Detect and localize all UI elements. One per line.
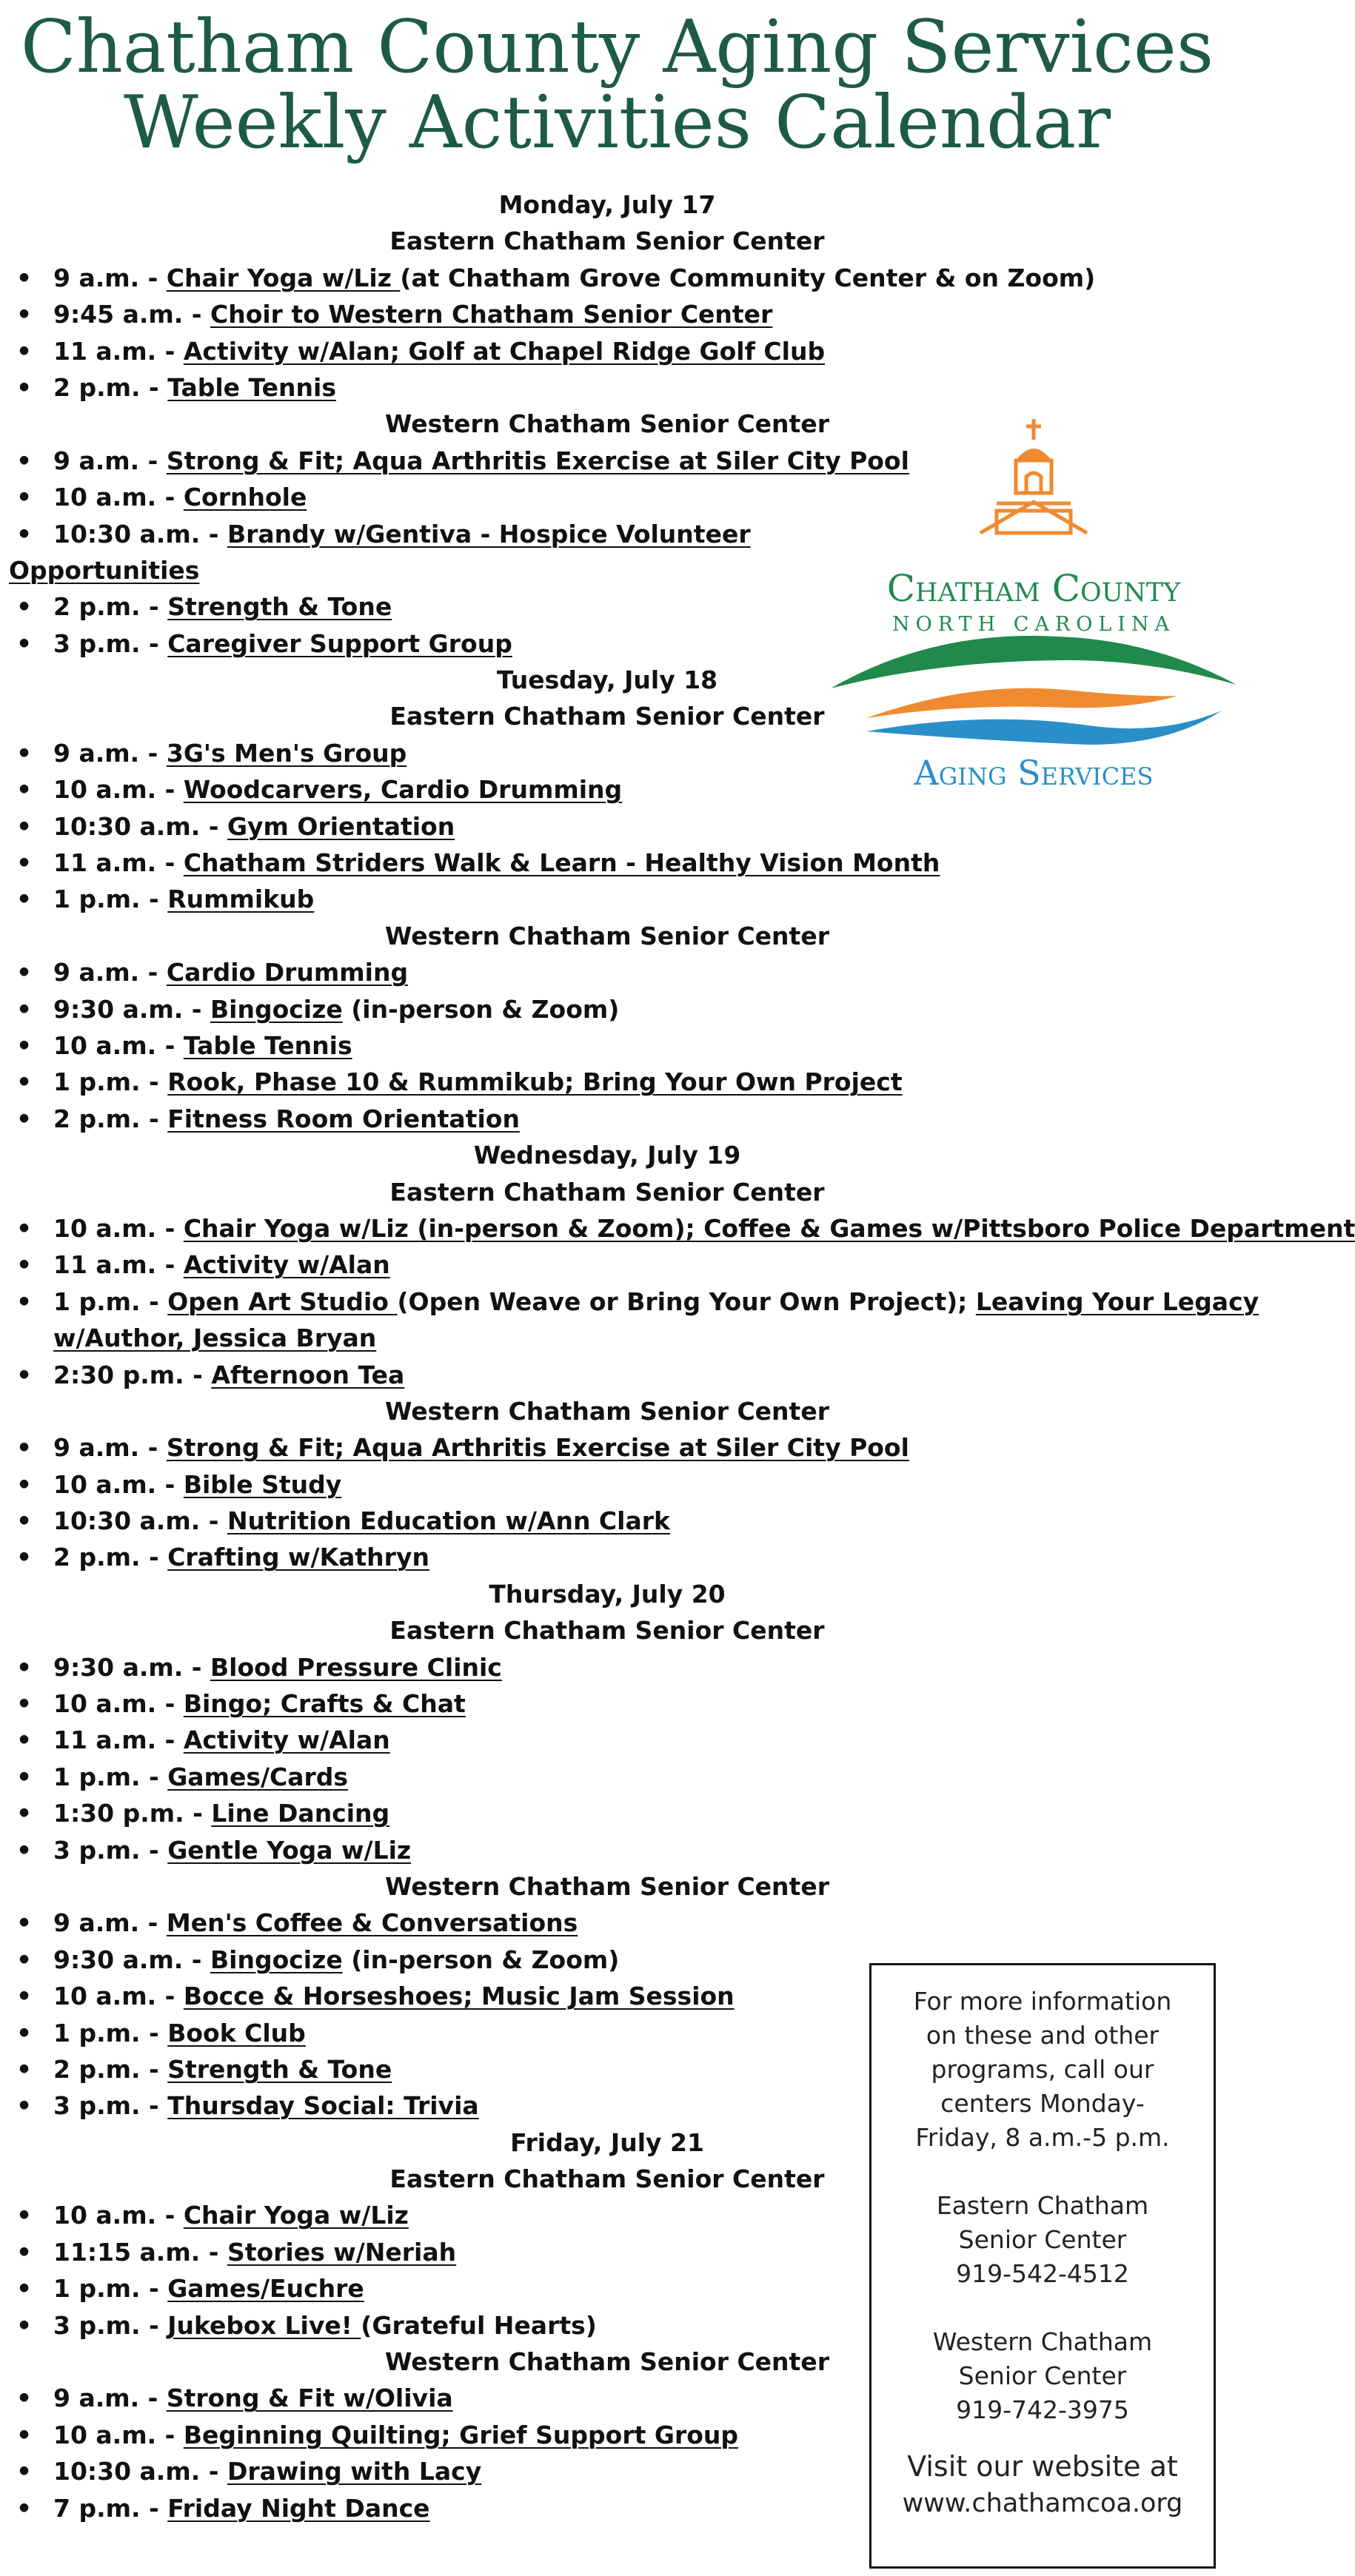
activity-time: 2:30 p.m. -	[53, 1360, 212, 1389]
activity-time: 1 p.m. -	[53, 2018, 168, 2047]
activity-link[interactable]: Games/Cards	[167, 1762, 349, 1791]
activity-time: 11 a.m. -	[53, 1725, 184, 1755]
activity-time: 10 a.m. -	[53, 775, 184, 805]
day-header: Tuesday, July 18	[496, 665, 718, 695]
contact-info-box	[869, 1963, 1216, 2569]
activity-time: 9:30 a.m. -	[53, 994, 210, 1024]
activity-time: 9 a.m. -	[53, 958, 167, 987]
activity-time: 10 a.m. -	[53, 1213, 184, 1243]
info-line: centers Monday-	[940, 2089, 1145, 2118]
activity-time: 9 a.m. -	[53, 1908, 167, 1938]
activity-item	[0, 1247, 1234, 1283]
logo-graphic	[822, 415, 1237, 799]
activity-item	[0, 1101, 1234, 1137]
activity-link[interactable]: Strength & Tone	[167, 592, 392, 622]
info-line: Friday, 8 a.m.-5 p.m.	[915, 2123, 1170, 2152]
activity-time: 2 p.m. -	[53, 1543, 168, 1572]
center-header: Western Chatham Senior Center	[385, 409, 829, 439]
activity-note: (Grateful Hearts)	[361, 2310, 597, 2340]
page-title-line-1: Chatham County Aging Services	[20, 5, 1214, 90]
activity-item	[0, 1210, 1355, 1247]
activity-note: (in-person & Zoom)	[342, 994, 620, 1024]
activity-item	[0, 1759, 1234, 1795]
activity-item	[0, 1905, 1234, 1941]
activity-time: 10:30 a.m. -	[53, 2457, 227, 2486]
activity-item	[0, 954, 1234, 990]
activity-link[interactable]: Choir to Western Chatham Senior Center	[210, 300, 773, 329]
activity-time: 11 a.m. -	[53, 1250, 184, 1280]
activity-item	[0, 1357, 1234, 1393]
activity-time: 3 p.m. -	[53, 1835, 168, 1865]
activity-link[interactable]: Leaving Your Legacy	[975, 1287, 1259, 1316]
activity-time: 10 a.m. -	[53, 483, 184, 512]
activity-note: (Open Weave or Bring Your Own Project);	[397, 1287, 976, 1316]
info-line: Eastern Chatham	[936, 2191, 1149, 2220]
activity-link[interactable]: Woodcarvers, Cardio Drumming	[183, 775, 623, 805]
activity-item	[0, 296, 1234, 332]
activity-time: 1:30 p.m. -	[53, 1799, 212, 1828]
activity-link[interactable]: Blood Pressure Clinic	[210, 1652, 502, 1682]
activity-time: 9 a.m. -	[53, 446, 167, 475]
activity-item	[0, 808, 1234, 845]
activity-time: 10 a.m. -	[53, 2420, 184, 2449]
activity-link[interactable]: Table Tennis	[183, 1030, 352, 1060]
center-header: Eastern Chatham Senior Center	[389, 1616, 825, 1646]
center-header: Eastern Chatham Senior Center	[389, 2164, 825, 2194]
center-header: Eastern Chatham Senior Center	[389, 227, 825, 256]
activity-time: 1 p.m. -	[53, 2274, 168, 2304]
activity-item	[0, 991, 1234, 1027]
activity-item	[0, 333, 1234, 369]
activity-link[interactable]: Beginning Quilting; Grief Support Group	[183, 2420, 738, 2449]
activity-link[interactable]: Crafting w/Kathryn	[167, 1543, 429, 1572]
day-header: Friday, July 21	[510, 2127, 704, 2157]
activity-item	[0, 1649, 1234, 1686]
center-header: Western Chatham Senior Center	[385, 1871, 829, 1901]
activity-time: 2 p.m. -	[53, 2054, 168, 2084]
activity-item	[0, 1429, 1234, 1466]
activity-time: 10 a.m. -	[53, 2201, 184, 2230]
activity-time: 1 p.m. -	[53, 1287, 168, 1316]
activity-item	[0, 1466, 1234, 1503]
center-header: Western Chatham Senior Center	[385, 1396, 829, 1426]
activity-time: 9 a.m. -	[53, 263, 167, 292]
activity-note: (in-person & Zoom)	[342, 1945, 620, 1974]
activity-time: 2 p.m. -	[53, 1104, 168, 1133]
info-line: on these and other	[926, 2021, 1160, 2050]
activity-link[interactable]: Bingo; Crafts & Chat	[183, 1689, 466, 1719]
activity-link[interactable]: Table Tennis	[167, 372, 336, 402]
activity-link[interactable]: Rummikub	[167, 885, 315, 914]
activity-time: 9 a.m. -	[53, 1433, 167, 1463]
info-website-link[interactable]: www.chathamcoa.org	[902, 2489, 1183, 2518]
activity-link[interactable]: Gym Orientation	[227, 811, 455, 841]
activity-time: 3 p.m. -	[53, 2310, 168, 2340]
activity-link[interactable]: Thursday Social: Trivia	[167, 2091, 479, 2121]
activity-link[interactable]: Bible Study	[183, 1469, 342, 1499]
logo-name-sub: North Carolina	[891, 613, 1176, 636]
activity-item	[0, 369, 1234, 406]
activity-time: 1 p.m. -	[53, 1762, 168, 1791]
activity-link[interactable]: Gentle Yoga w/Liz	[167, 1835, 412, 1865]
center-header: Western Chatham Senior Center	[385, 2347, 829, 2377]
activity-link[interactable]: Nutrition Education w/Ann Clark	[227, 1506, 670, 1536]
activity-link[interactable]: Opportunities	[9, 555, 200, 585]
activity-link[interactable]: Stories w/Neriah	[227, 2237, 457, 2267]
info-intro	[871, 1985, 1214, 2155]
activity-item	[0, 1064, 1234, 1100]
activity-item	[0, 1722, 1234, 1758]
day-header: Monday, July 17	[498, 190, 716, 219]
activity-link[interactable]: Chatham Striders Walk & Learn - Healthy Vision Month	[183, 848, 940, 878]
day-header: Thursday, July 20	[489, 1579, 726, 1609]
info-line: Senior Center	[958, 2225, 1127, 2254]
info-line: programs, call our	[931, 2055, 1154, 2084]
activity-time: 9:45 a.m. -	[53, 300, 210, 329]
activity-time: 11 a.m. -	[53, 848, 184, 878]
activity-item	[0, 1686, 1234, 1722]
activity-link[interactable]: Games/Euchre	[167, 2274, 364, 2304]
activity-time: 7 p.m. -	[53, 2493, 168, 2523]
info-line: Senior Center	[958, 2361, 1127, 2390]
logo-name-bottom: Aging Services	[914, 753, 1154, 793]
activity-time: 11 a.m. -	[53, 336, 184, 366]
activity-time: 3 p.m. -	[53, 628, 168, 658]
activity-link[interactable]: Men's Coffee & Conversations	[166, 1908, 578, 1938]
activity-link[interactable]: Cardio Drumming	[166, 958, 409, 987]
activity-item	[0, 1795, 1234, 1831]
activity-link[interactable]: Activity w/Alan	[183, 1725, 390, 1755]
info-western-center	[871, 2325, 1214, 2427]
activity-item	[0, 1284, 1259, 1320]
activity-link[interactable]: Book Club	[167, 2018, 306, 2047]
activity-link[interactable]: Chair Yoga w/Liz	[166, 263, 401, 292]
activity-time: 9:30 a.m. -	[53, 1945, 210, 1974]
activity-time: 2 p.m. -	[53, 592, 168, 622]
activity-note: (at Chatham Grove Community Center & on Zoom)	[400, 263, 1096, 292]
activity-item	[0, 260, 1234, 296]
activity-link[interactable]: Strong & Fit w/Olivia	[166, 2384, 453, 2413]
activity-link[interactable]: Strong & Fit; Aqua Arthritis Exercise at Siler City Pool	[166, 446, 909, 475]
center-header: Eastern Chatham Senior Center	[389, 702, 825, 731]
activity-link[interactable]: 3G's Men's Group	[166, 738, 407, 768]
activity-link[interactable]: Chair Yoga w/Liz (in-person & Zoom); Coffee & Games w/Pittsboro Police Department	[183, 1213, 1355, 1243]
info-line: Western Chatham	[932, 2327, 1153, 2356]
landscape-icon	[831, 636, 1237, 745]
activity-link[interactable]: Drawing with Lacy	[227, 2457, 482, 2486]
activity-link[interactable]: Jukebox Live!	[167, 2310, 361, 2340]
activity-item	[0, 845, 1234, 881]
activity-time: 10:30 a.m. -	[53, 519, 227, 549]
page-title-line-2: Weekly Activities Calendar	[123, 81, 1111, 165]
activity-time: 10:30 a.m. -	[53, 1506, 227, 1536]
activity-time: 10 a.m. -	[53, 1030, 184, 1060]
center-header: Western Chatham Senior Center	[385, 921, 829, 950]
info-eastern-center	[871, 2189, 1214, 2291]
activity-link[interactable]: Rook, Phase 10 & Rummikub; Bring Your Own Project	[167, 1067, 903, 1097]
activity-time: 2 p.m. -	[53, 372, 168, 402]
logo-name-top: Chatham County	[886, 567, 1181, 610]
activity-time: 10 a.m. -	[53, 1982, 184, 2011]
activity-time: 9:30 a.m. -	[53, 1652, 210, 1682]
activity-link[interactable]: Bingocize	[210, 994, 343, 1024]
day-header: Wednesday, July 19	[473, 1141, 741, 1170]
activity-link[interactable]: w/Author, Jessica Bryan	[53, 1324, 377, 1353]
activity-item	[0, 1832, 1234, 1868]
activity-link[interactable]: Line Dancing	[211, 1799, 390, 1828]
activity-time: 11:15 a.m. -	[53, 2237, 227, 2267]
activity-item	[0, 1503, 1234, 1539]
activity-link[interactable]: Open Art Studio	[167, 1287, 398, 1316]
info-visit-text: Visit our website at	[907, 2450, 1178, 2483]
activity-link[interactable]: Bingocize	[210, 1945, 343, 1974]
activity-link[interactable]: Strength & Tone	[167, 2054, 392, 2084]
activity-time: 9 a.m. -	[53, 2384, 167, 2413]
activity-link[interactable]: Bocce & Horseshoes; Music Jam Session	[183, 1982, 735, 2011]
activity-item	[0, 1539, 1234, 1575]
info-line: 919-542-4512	[956, 2259, 1129, 2288]
activity-link[interactable]: Brandy w/Gentiva - Hospice Volunteer	[227, 519, 751, 549]
activity-link[interactable]: Caregiver Support Group	[167, 628, 512, 658]
activity-link[interactable]: Afternoon Tea	[211, 1360, 405, 1389]
activity-link[interactable]: Activity w/Alan	[183, 1250, 390, 1280]
activity-link[interactable]: Fitness Room Orientation	[167, 1104, 520, 1133]
chatham-county-aging-services-logo	[822, 415, 1237, 799]
center-header: Eastern Chatham Senior Center	[389, 1177, 825, 1207]
activity-item	[0, 1027, 1234, 1064]
activity-time: 10:30 a.m. -	[53, 811, 227, 841]
activity-item	[0, 881, 1234, 917]
info-line: 919-742-3975	[956, 2395, 1129, 2424]
courthouse-icon	[980, 419, 1087, 533]
activity-time: 9 a.m. -	[53, 738, 167, 768]
activity-time: 10 a.m. -	[53, 1689, 184, 1719]
activity-item-continuation	[0, 1320, 1234, 1356]
activity-link[interactable]: Friday Night Dance	[167, 2493, 430, 2523]
info-line: For more information	[913, 1987, 1172, 2016]
activity-time: 10 a.m. -	[53, 1469, 184, 1499]
activity-time: 1 p.m. -	[53, 885, 168, 914]
activity-link[interactable]: Strong & Fit; Aqua Arthritis Exercise at Siler City Pool	[166, 1433, 909, 1463]
activity-time: 1 p.m. -	[53, 1067, 168, 1097]
activity-link[interactable]: Chair Yoga w/Liz	[183, 2201, 409, 2230]
activity-time: 3 p.m. -	[53, 2091, 168, 2121]
activity-link[interactable]: Activity w/Alan; Golf at Chapel Ridge Golf Club	[183, 336, 826, 366]
activity-link[interactable]: Cornhole	[183, 483, 307, 512]
